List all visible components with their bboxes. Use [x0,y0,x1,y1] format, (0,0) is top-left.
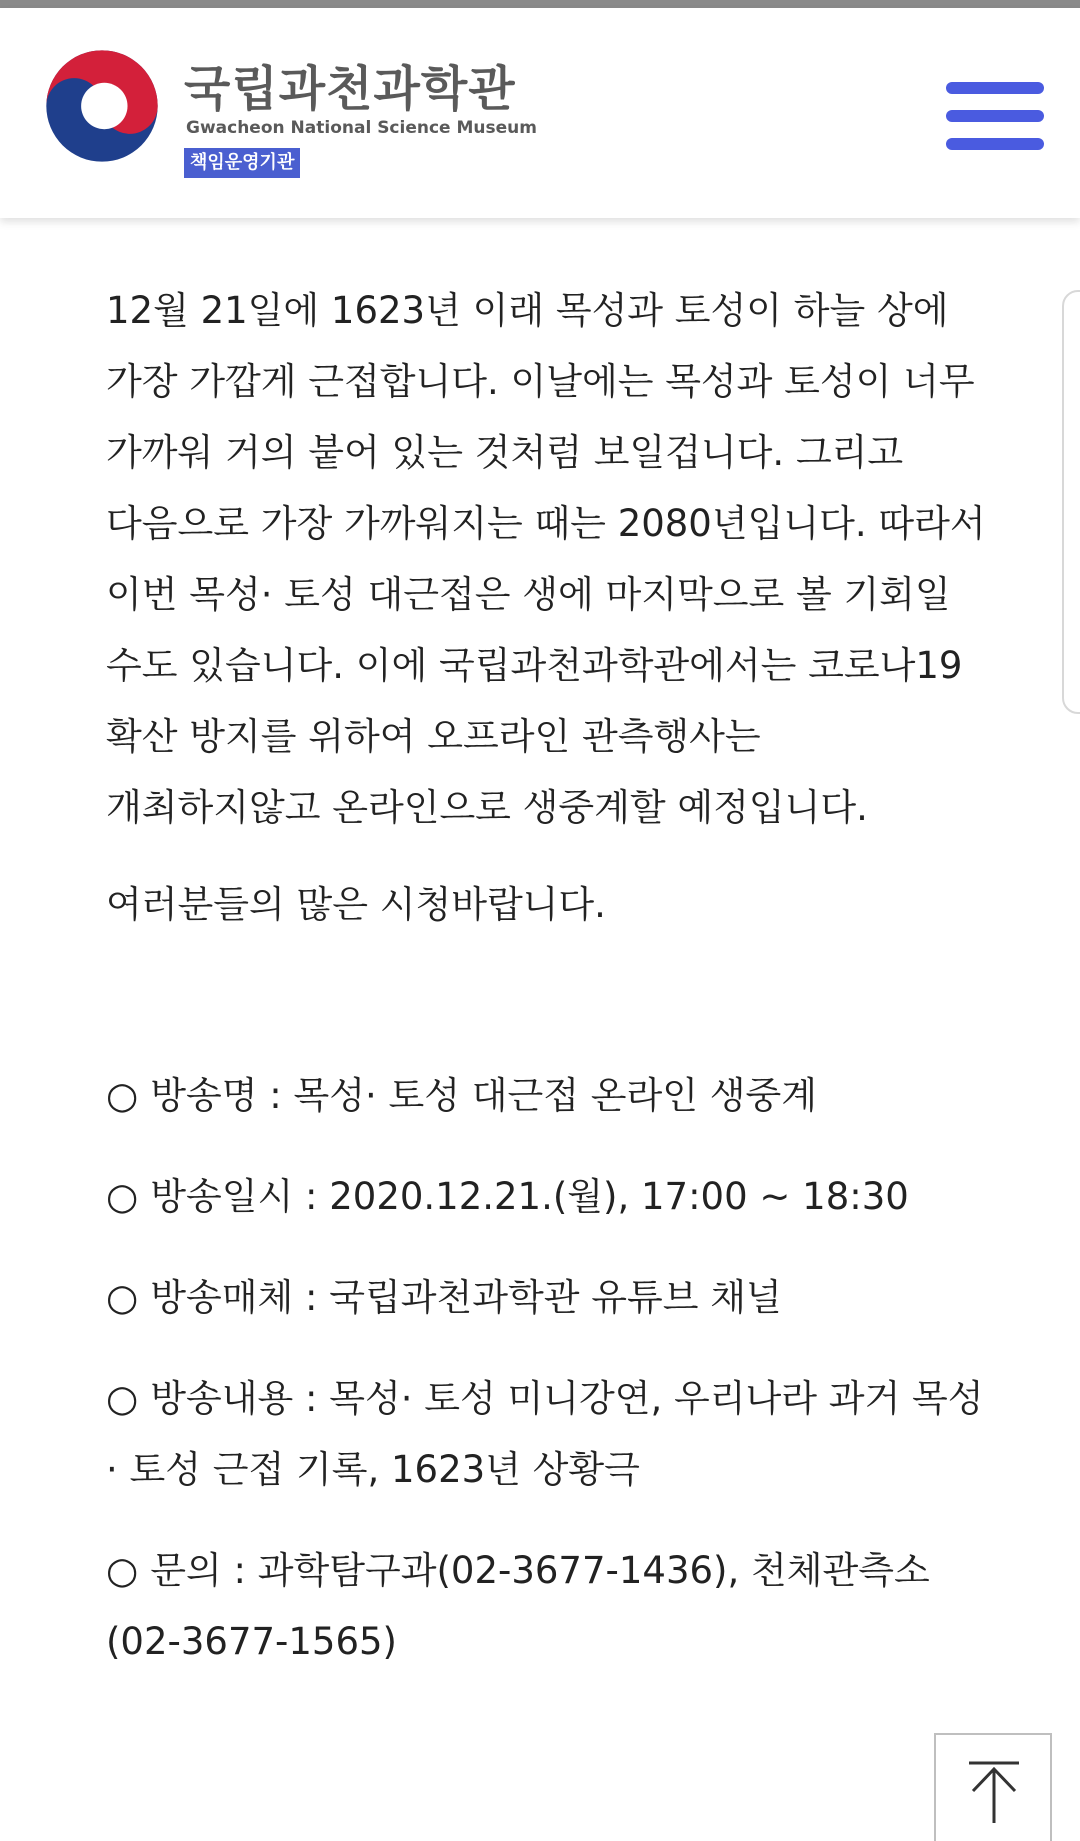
article-body [106,275,986,1707]
info-text: 방송명 : 목성· 토성 대근접 온라인 생중계 [150,1074,817,1117]
info-text: 방송일시 : 2020.12.21.(월), 17:00 ~ 18:30 [150,1175,909,1218]
scroll-indicator[interactable] [1062,290,1080,714]
bullet-circle: ○ [106,1377,139,1420]
article-intro: 12월 21일에 1623년 이래 목성과 토성이 하늘 상에 가장 가깝게 근접합니다. 이날에는 목성과 토성이 너무 가까워 거의 붙어 있는 것처럼 보일겁니다. 그리고 다음으로 가장 가까워지는 때는 2080년입니다. 따라서 이번 목성· 토성 대근접은 생에 마지막으로 볼 기회일 수도 있습니다. 이에 국립과천과학관에서는 코로나19 확산 방지를 위하여 오프라인 관측행사는 개최하지않고 온라인으로 생중계할 예정입니다. [106,289,986,829]
bullet-circle: ○ [106,1175,139,1218]
menu-bar [946,82,1044,94]
info-text: 방송내용 : 목성· 토성 미니강연, 우리나라 과거 목성· 토성 근접 기록, 1623년 상황극 [106,1377,984,1491]
info-item-schedule [106,1161,986,1232]
arrow-up-icon [967,1761,1021,1825]
agency-badge: 책임운영기관 [184,148,300,178]
museum-logo[interactable] [44,48,537,188]
broadcast-info-list [106,1060,986,1677]
browser-top-strip [0,0,1080,8]
scroll-to-top-button[interactable] [934,1733,1052,1841]
menu-bar [946,110,1044,122]
bullet-circle: ○ [106,1074,139,1117]
hamburger-menu-icon[interactable] [940,70,1046,162]
museum-name: 국립과천과학관 [184,61,516,117]
menu-bar [946,138,1044,150]
article-closing: 여러분들의 많은 시청바랍니다. [106,883,606,926]
info-item-content [106,1363,986,1505]
info-item-contact [106,1535,986,1677]
bullet-circle: ○ [106,1276,139,1319]
info-item-media [106,1262,986,1333]
taegeuk-emblem-icon [44,48,160,164]
info-text: 방송매체 : 국립과천과학관 유튜브 채널 [150,1276,782,1319]
site-header [0,8,1080,218]
info-item-title [106,1060,986,1131]
museum-name-english: Gwacheon National Science Museum [186,118,537,138]
info-text: 문의 : 과학탐구과(02-3677-1436), 천체관측소(02-3677-1565) [106,1549,930,1663]
bullet-circle: ○ [106,1549,139,1592]
